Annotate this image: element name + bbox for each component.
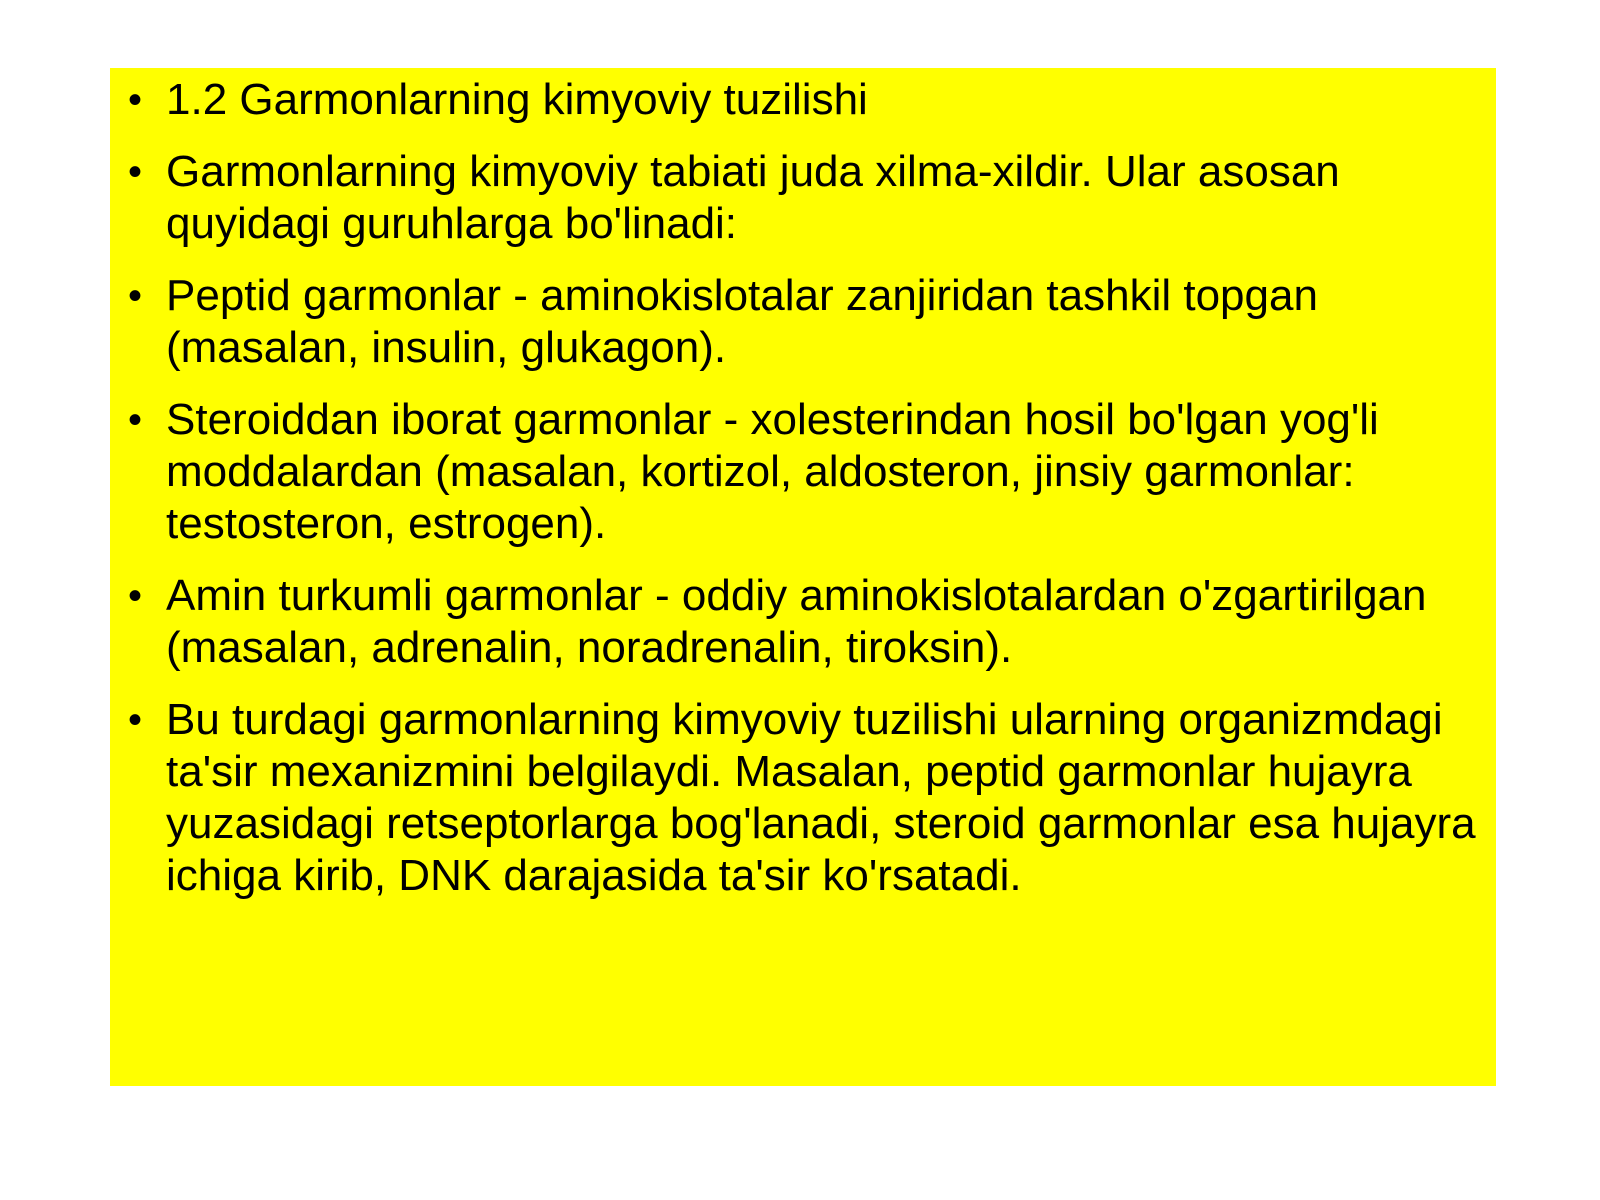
bullet-item xyxy=(124,270,1482,374)
bullet-text: Bu turdagi garmonlarning kimyoviy tuzilishi ularning organizmdagi ta'sir mexanizmini belgilaydi. Masalan, peptid garmonlar hujayra yuzasidagi retseptorlarga bog'lanadi, steroid garmonlar esa hujayra ichiga kirib, DNK darajasida ta'sir ko'rsatadi. xyxy=(166,695,1476,900)
bullet-item xyxy=(124,74,1482,126)
bullet-item xyxy=(124,694,1482,902)
bullet-icon: • xyxy=(128,78,143,122)
bullet-icon: • xyxy=(128,398,143,442)
bullet-item xyxy=(124,146,1482,250)
bullet-item xyxy=(124,570,1482,674)
bullet-icon: • xyxy=(128,698,143,742)
content-box xyxy=(110,68,1496,1086)
bullet-icon: • xyxy=(128,150,143,194)
bullet-text: Peptid garmonlar - aminokislotalar zanjiridan tashkil topgan (masalan, insulin, glukagon). xyxy=(166,271,1318,372)
bullet-icon: • xyxy=(128,274,143,318)
bullet-item xyxy=(124,394,1482,550)
bullet-text: 1.2 Garmonlarning kimyoviy tuzilishi xyxy=(166,75,868,124)
bullet-icon: • xyxy=(128,574,143,618)
bullet-text: Steroiddan iborat garmonlar - xolesterindan hosil bo'lgan yog'li moddalardan (masalan, kortizol, aldosteron, jinsiy garmonlar: testosteron, estrogen). xyxy=(166,395,1379,548)
bullet-text: Garmonlarning kimyoviy tabiati juda xilma-xildir. Ular asosan quyidagi guruhlarga bo'linadi: xyxy=(166,147,1340,248)
bullet-text: Amin turkumli garmonlar - oddiy aminokislotalardan o'zgartirilgan (masalan, adrenalin, noradrenalin, tiroksin). xyxy=(166,571,1427,672)
bullet-list xyxy=(124,74,1482,902)
